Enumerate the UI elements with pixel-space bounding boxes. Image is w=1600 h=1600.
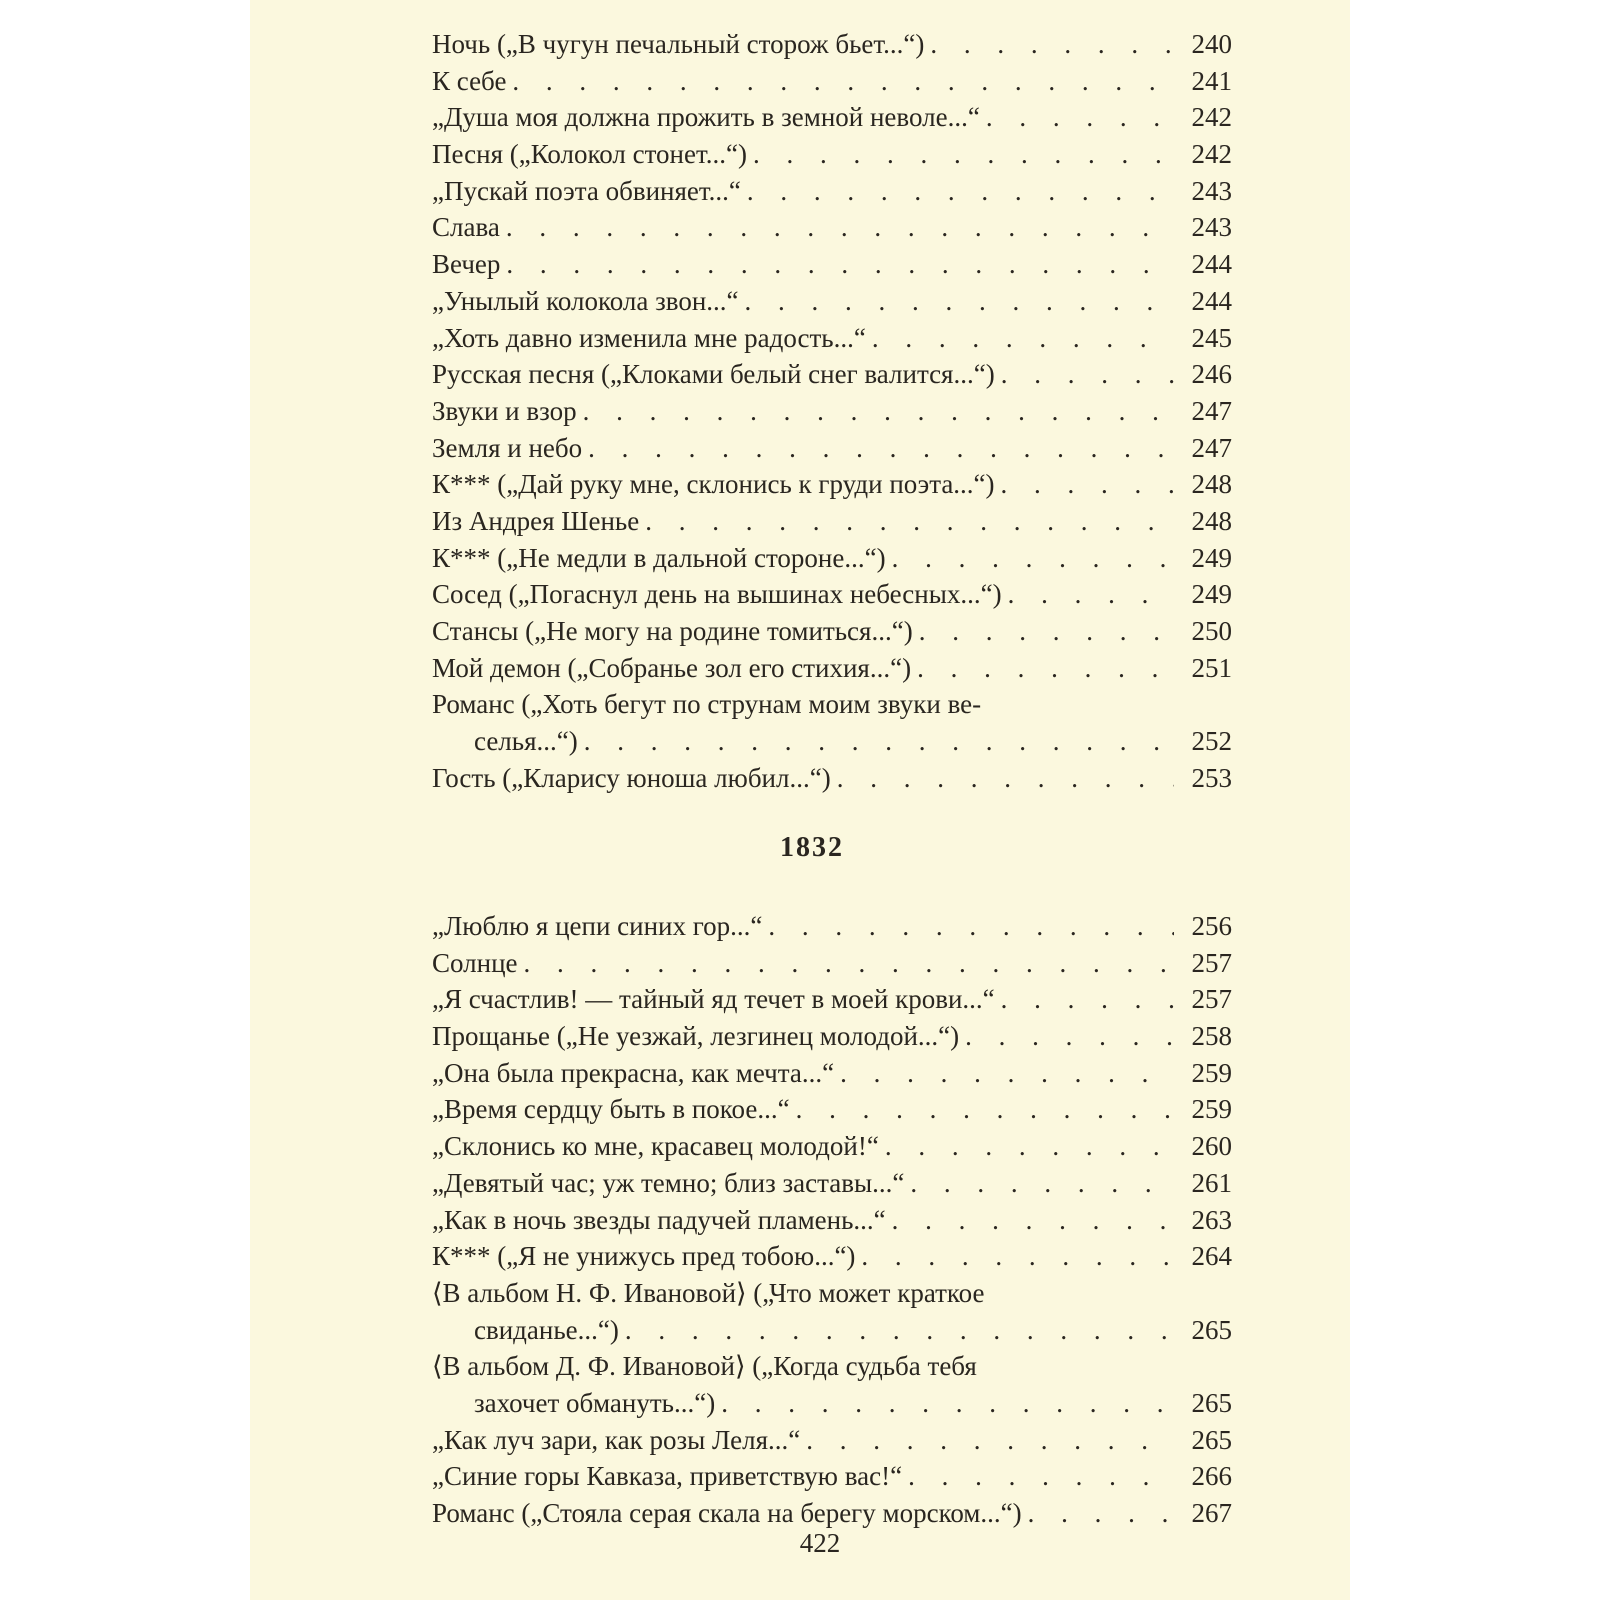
toc-entry-title: „Пускай поэта обвиняет...“ (432, 175, 741, 206)
toc-entry (432, 981, 1232, 1018)
toc-page-number: 242 (1191, 139, 1232, 170)
toc-page-number: 245 (1191, 322, 1232, 353)
toc-entry-title: Мой демон („Собранье зол его стихия...“) (432, 652, 912, 683)
toc-entry-title: „Склонись ко мне, красавец молодой!“ (432, 1131, 879, 1162)
toc-list-2 (432, 908, 1232, 1275)
leader-dots (1001, 981, 1174, 1018)
toc-page-number: 248 (1191, 505, 1232, 536)
toc-entry-guest (432, 760, 1232, 797)
leader-dots (506, 209, 1174, 246)
leader-dots (745, 283, 1174, 320)
leader-dots (584, 723, 1174, 760)
toc-entry-title: „Хоть давно изменила мне радость...“ (432, 322, 866, 353)
toc-entry-title: „Она была прекрасна, как мечта...“ (432, 1057, 835, 1088)
leader-dots (919, 613, 1174, 650)
toc-page-number: 243 (1191, 212, 1232, 243)
toc-page-number: 249 (1191, 579, 1232, 610)
toc-entry (432, 393, 1232, 430)
toc-entry (432, 613, 1232, 650)
toc-entry (432, 283, 1232, 320)
toc-entry-title: Земля и небо (432, 432, 583, 463)
toc-entry-title: Гость („Кларису юноша любил...“) (432, 762, 831, 793)
toc-entry (432, 945, 1232, 982)
leader-dots (908, 1458, 1174, 1495)
toc-entry (432, 540, 1232, 577)
leader-dots (506, 246, 1174, 283)
leader-dots (512, 63, 1174, 100)
toc-entry (432, 1018, 1232, 1055)
toc-list-1 (432, 26, 1232, 686)
page-folio: 422 (799, 1528, 841, 1558)
toc-page-number: 257 (1191, 947, 1232, 978)
toc-page-number: 261 (1191, 1167, 1232, 1198)
toc-entry (432, 356, 1232, 393)
toc-entry (432, 99, 1232, 136)
toc-entry-title: ⟨В альбом Д. Ф. Ивановой⟩ („Когда судьба тебя (432, 1351, 977, 1382)
toc-entry (432, 1165, 1232, 1202)
leader-dots (837, 760, 1174, 797)
toc-entry (432, 246, 1232, 283)
toc-page-number: 263 (1191, 1204, 1232, 1235)
toc-page-number: 247 (1191, 432, 1232, 463)
toc-entry (432, 1128, 1232, 1165)
toc-entry-title: Сосед („Погаснул день на вышинах небесных...“) (432, 579, 1002, 610)
toc-entry-title: Песня („Колокол стонет...“) (432, 139, 747, 170)
toc-entry-title: Солнце (432, 947, 518, 978)
leader-dots (588, 430, 1174, 467)
toc-entry-title: Вечер (432, 249, 501, 280)
leader-dots (1028, 1495, 1174, 1532)
leader-dots (796, 1091, 1174, 1128)
leader-dots (892, 540, 1174, 577)
toc-entry-title: К*** („Дай руку мне, склонись к груди поэта...“) (432, 469, 995, 500)
toc-entry (432, 1422, 1232, 1459)
toc-entry-album-1 (432, 1275, 1232, 1348)
toc-page-number: 257 (1191, 984, 1232, 1015)
toc-page-number: 247 (1191, 395, 1232, 426)
toc-page-number: 249 (1191, 542, 1232, 573)
toc-entry (432, 650, 1232, 687)
toc-entry (432, 1202, 1232, 1239)
toc-page-number: 264 (1191, 1241, 1232, 1272)
toc-page-number: 244 (1191, 285, 1232, 316)
toc-entry (432, 320, 1232, 357)
toc-entry-title: Стансы („Не могу на родине томиться...“) (432, 616, 913, 646)
leader-dots (986, 99, 1174, 136)
toc-entry-title: К*** („Я не унижусь пред тобою...“) (432, 1241, 856, 1272)
toc-page-number: 265 (1191, 1424, 1232, 1455)
toc-entry (432, 466, 1232, 503)
toc-entry-title: „Как луч зари, как розы Леля...“ (432, 1424, 801, 1455)
leader-dots (910, 1165, 1174, 1202)
toc-entry (432, 1458, 1232, 1495)
toc-entry-title-cont: селья...“) (474, 726, 578, 757)
toc-entry (432, 576, 1232, 613)
leader-dots (583, 393, 1174, 430)
toc-entry-title: „Унылый колокола звон...“ (432, 285, 739, 316)
leader-dots (1008, 576, 1174, 613)
leader-dots (524, 945, 1174, 982)
leader-dots (872, 320, 1174, 357)
toc-entry (432, 136, 1232, 173)
toc-entry (432, 1091, 1232, 1128)
toc-section-1832 (432, 908, 1232, 1532)
toc-entry-title: „Я счастлив! — тайный яд течет в моей крови...“ (432, 984, 995, 1015)
toc-entry (432, 1238, 1232, 1275)
leader-dots (625, 1312, 1174, 1349)
toc-page-number: 240 (1191, 29, 1232, 59)
toc-entry (432, 209, 1232, 246)
toc-entry (432, 173, 1232, 210)
toc-page-number: 258 (1191, 1021, 1232, 1052)
toc-entry-title: Романс („Хоть бегут по струнам моим звуки ве- (432, 689, 982, 720)
toc-page-number: 244 (1191, 249, 1232, 280)
toc-entry (432, 26, 1232, 63)
toc-list-3 (432, 1422, 1232, 1532)
toc-entry-romance (432, 686, 1232, 759)
toc-section-1831 (432, 26, 1232, 796)
toc-entry-album-2 (432, 1348, 1232, 1421)
toc-page-number: 267 (1191, 1498, 1232, 1528)
toc-entry-title: „Девятый час; уж темно; близ заставы...“ (432, 1167, 905, 1198)
toc-page-number: 250 (1191, 616, 1232, 646)
toc-page-number: 266 (1191, 1461, 1232, 1492)
toc-entry-title-cont: захочет обмануть...“) (474, 1387, 716, 1418)
toc-entry-title: Русская песня („Клоками белый снег валится...“) (432, 359, 995, 390)
toc-page-number: 251 (1191, 652, 1232, 683)
leader-dots (768, 908, 1174, 945)
toc-entry-title: Прощанье („Не уезжай, лезгинец молодой...“) (432, 1021, 960, 1052)
toc-entry-title: Ночь („В чугун печальный сторож бьет...“) (432, 29, 925, 59)
toc-entry-title: „Люблю я цепи синих гор...“ (432, 911, 763, 941)
toc-entry-title: „Душа моя должна прожить в земной неволе...“ (432, 102, 980, 133)
leader-dots (917, 650, 1174, 687)
toc-entry-title: К себе (432, 65, 507, 96)
toc-entry (432, 908, 1232, 945)
leader-dots (1001, 356, 1174, 393)
toc-page-number: 260 (1191, 1131, 1232, 1162)
toc-entry (432, 1055, 1232, 1092)
toc-entry-title: Слава (432, 212, 500, 243)
toc-page-number: 252 (1191, 726, 1232, 757)
toc-entry-title: ⟨В альбом Н. Ф. Ивановой⟩ („Что может краткое (432, 1277, 985, 1308)
toc-page-number: 259 (1191, 1057, 1232, 1088)
leader-dots (965, 1018, 1174, 1055)
leader-dots (806, 1422, 1174, 1459)
leader-dots (840, 1055, 1174, 1092)
toc-entry-title: „Как в ночь звезды падучей пламень...“ (432, 1204, 886, 1235)
toc-page-number: 265 (1191, 1387, 1232, 1418)
toc-entry (432, 503, 1232, 540)
toc-page-number: 246 (1191, 359, 1232, 390)
toc-page-number: 256 (1191, 911, 1232, 941)
toc-page-number: 248 (1191, 469, 1232, 500)
toc-entry (432, 1495, 1232, 1532)
toc-entry-title: „Время сердцу быть в покое...“ (432, 1094, 790, 1125)
leader-dots (885, 1128, 1174, 1165)
toc-page-number: 259 (1191, 1094, 1232, 1125)
toc-page-number: 241 (1191, 65, 1232, 96)
leader-dots (1001, 466, 1174, 503)
toc-entry (432, 63, 1232, 100)
toc-entry-title: Из Андрея Шенье (432, 505, 640, 536)
year-heading: 1832 (780, 832, 844, 863)
leader-dots (861, 1238, 1174, 1275)
toc-entry-title: „Синие горы Кавказа, приветствую вас!“ (432, 1461, 903, 1492)
leader-dots (892, 1202, 1174, 1239)
leader-dots (645, 503, 1174, 540)
toc-entry-title: К*** („Не медли в дальной стороне...“) (432, 542, 886, 573)
toc-entry-title: Романс („Стояла серая скала на берегу морском...“) (432, 1498, 1022, 1528)
toc-entry-title-cont: свиданье...“) (474, 1314, 619, 1345)
toc-entry (432, 430, 1232, 467)
toc-page-number: 253 (1191, 762, 1232, 793)
leader-dots (930, 26, 1174, 63)
toc-page-number: 243 (1191, 175, 1232, 206)
toc-entry-title: Звуки и взор (432, 395, 577, 426)
toc-page-number: 265 (1191, 1314, 1232, 1345)
toc-page-number: 242 (1191, 102, 1232, 133)
leader-dots (747, 173, 1174, 210)
leader-dots (753, 136, 1174, 173)
leader-dots (721, 1385, 1174, 1422)
